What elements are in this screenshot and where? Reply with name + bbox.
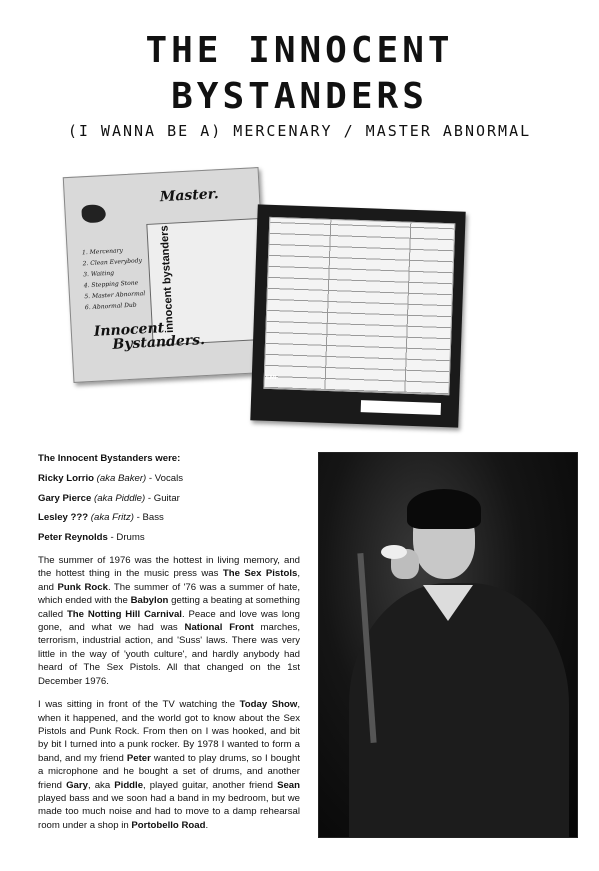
track-item: 3. Waiting [91,266,145,280]
page-title-line-1: THE INNOCENT [145,30,454,71]
sleeve-band-word-1: Innocent [93,320,165,340]
tape-box-photo [250,204,465,427]
release-subtitle: (I WANNA BE A) MERCENARY / MASTER ABNORMAL [67,122,532,140]
page-title-line-2: BYSTANDERS [171,76,428,117]
singer-hair [407,489,481,529]
member-item: Ricky Lorrio (aka Baker) - Vocals [38,473,184,485]
track-item: 6. Abnormal Dub [92,299,146,313]
member-item: Lesley ??? (aka Fritz) - Bass [38,512,164,524]
article-text [38,452,300,832]
logo-blot [81,204,106,223]
paragraph-1: The summer of 1976 was the hottest in living memory, and the hottest thing in the music press was The Sex Pistols, and Punk Rock. The summer of '76 was a summer of hate, which ended with the Babylon getting a beating at something called The Notting Hill Carnival. Peace and love was long gone, and what we had was National Front marches, terrorism, industrial action, and 'Suss' laws. There was very little in the way of 'youth culture', and hardly anybody had heard of The Sex Pistols. All that changed on the 1st December 1976. [38,555,300,687]
sleeve-vertical-text: innocent bystanders [158,225,177,334]
band-members [38,452,300,544]
member-item: Peter Reynolds - Drums [38,531,145,543]
singer-jacket [349,583,569,838]
track-sheet [263,217,455,395]
sleeve-band-word-2: Bystanders. [112,332,206,353]
band-live-photo [318,452,578,838]
microphone-icon [381,545,407,559]
emi-logo: EMI [265,374,277,382]
members-heading: The Innocent Bystanders were: [38,453,181,464]
sleeve-track-list [75,244,146,313]
sleeve-band-handwriting [94,319,206,353]
track-item: 2. Clean Everybody [90,255,144,269]
member-item: Gary Pierce (aka Piddle) - Guitar [38,492,180,504]
sleeve-brand: Master. [159,186,220,206]
track-item: 1. Mercenary [89,244,143,258]
track-item: 4. Stepping Stone [91,277,145,291]
blank-tag [361,400,441,415]
paragraph-2: I was sitting in front of the TV watching the Today Show, when it happened, and the world got to know about the Sex Pistols and Punk Rock. From then on I was hooked, and bit by bit I turned into a punk rocker. By 1978 I wanted to form a band, and my friend Peter wanted to play drums, so I bought a microphone and he bought a set of drums, and another friend Gary, aka Piddle, played guitar, another friend Sean played bass and we soon had a band in my bedroom, but we made too much noise and had to move to a damp rehearsal room under a shop in Portobello Road. [38,699,300,831]
record-sleeve-photo [63,167,270,383]
track-item: 5. Master Abnormal [92,288,146,302]
